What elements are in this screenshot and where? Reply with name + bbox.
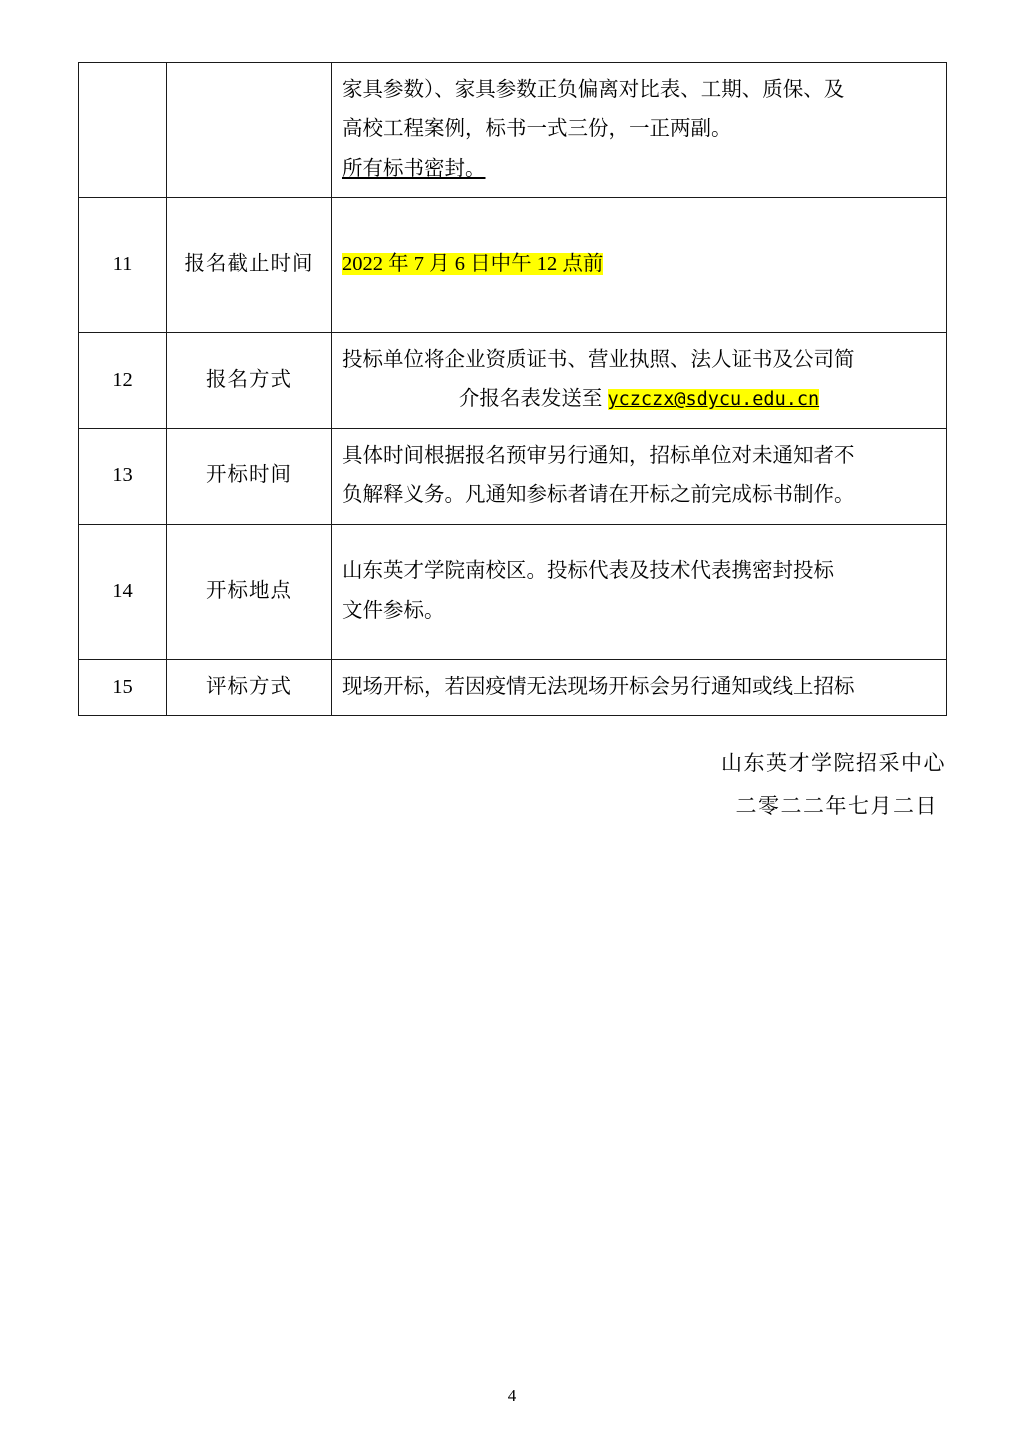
row-label: 报名方式 [167, 333, 332, 429]
content-line: 投标单位将企业资质证书、营业执照、法人证书及公司简 [342, 349, 855, 372]
content-line: 家具参数）、家具参数正负偏离对比表、工期、质保、及 [342, 79, 845, 101]
bid-info-table [78, 62, 947, 716]
table-row [79, 333, 947, 429]
content-line: 具体时间根据报名预审另行通知，招标单位对未通知者不 [342, 444, 855, 467]
content-line: 现场开标，若因疫情无法现场开标会另行通知或线上招标 [342, 675, 855, 698]
row-content [332, 333, 947, 429]
content-line: 负解释义务。凡通知参标者请在开标之前完成标书制作。 [342, 484, 855, 507]
table-row [79, 63, 947, 198]
row-content [332, 524, 947, 659]
row-label: 评标方式 [167, 659, 332, 715]
row-index: 15 [79, 659, 167, 715]
content-line: 山东英才学院南校区。投标代表及技术代表携密封投标 [342, 560, 834, 583]
signature-date: 二零二二年七月二日 [735, 793, 938, 818]
content-line-text: 介报名表发送至 [458, 388, 608, 411]
row-index [79, 63, 167, 198]
row-label: 开标时间 [167, 428, 332, 524]
row-content [332, 428, 947, 524]
row-content [332, 198, 947, 333]
row-index: 11 [79, 198, 167, 333]
row-label: 报名截止时间 [167, 198, 332, 333]
row-index: 14 [79, 524, 167, 659]
row-label [167, 63, 332, 198]
deadline-highlight: 2022 年 7 月 6 日中午 12 点前 [342, 253, 604, 276]
row-content [332, 63, 947, 198]
content-line [342, 380, 936, 419]
signature-organization: 山东英才学院招采中心 [721, 750, 946, 775]
signature-block [78, 742, 964, 828]
page-number: 4 [507, 1386, 517, 1405]
table-row [79, 428, 947, 524]
table-row [79, 198, 947, 333]
content-line: 高校工程案例，标书一式三份，一正两副。 [342, 118, 732, 141]
table-row [79, 524, 947, 659]
table-row [79, 659, 947, 715]
row-index: 13 [79, 428, 167, 524]
row-index: 12 [79, 333, 167, 429]
email-address[interactable]: yczczx@sdycu.edu.cn [607, 389, 820, 411]
content-line: 文件参标。 [342, 599, 445, 622]
row-content [332, 659, 947, 715]
row-label: 开标地点 [167, 524, 332, 659]
content-line-underlined: 所有标书密封。 [342, 157, 486, 180]
